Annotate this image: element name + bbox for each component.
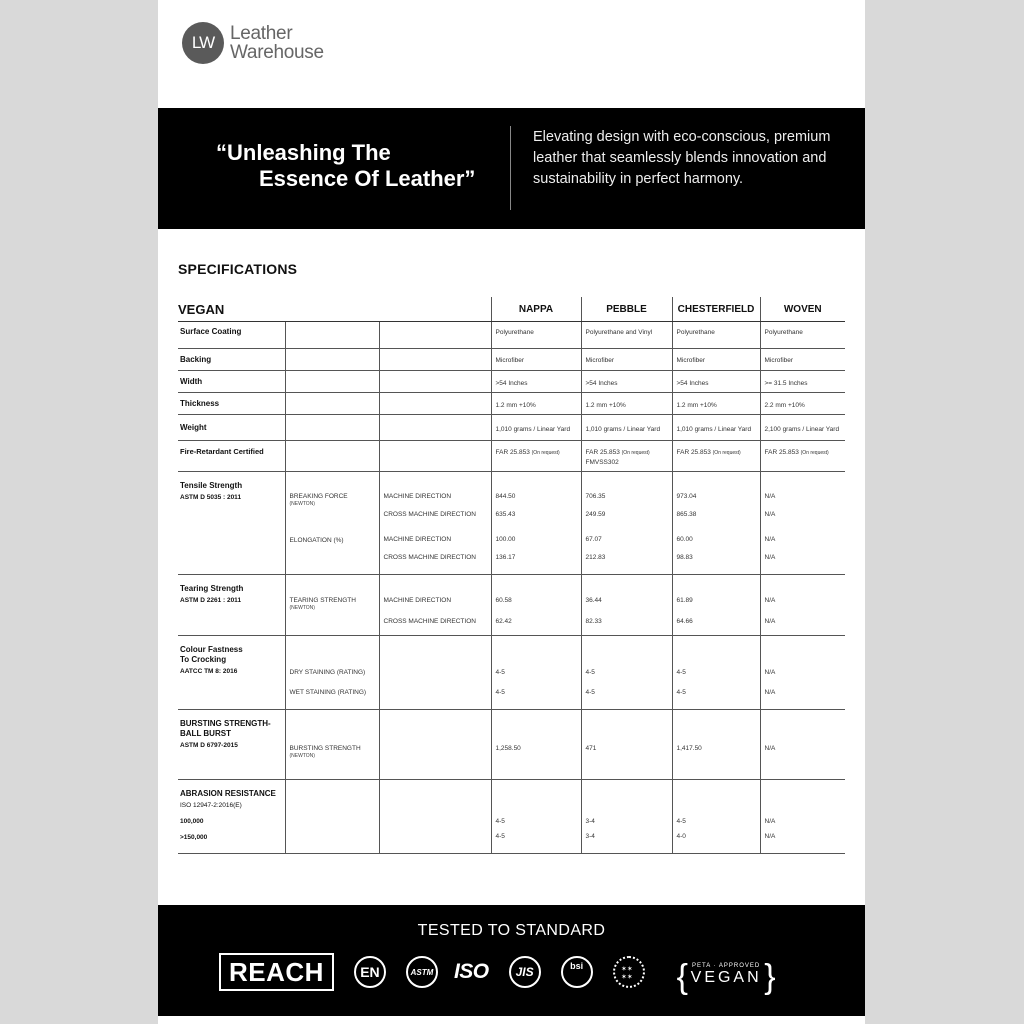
- direction-label: CROSS MACHINE DIRECTION: [383, 554, 476, 561]
- table-cell: >54 Inches: [585, 380, 618, 387]
- direction-label: MACHINE DIRECTION: [383, 536, 452, 543]
- table-cell: N/A: [764, 597, 776, 604]
- product-header: WOVEN: [760, 297, 845, 322]
- table-cell: 100.00: [495, 536, 516, 543]
- hero-quote-line2: Essence Of Leather”: [259, 166, 476, 191]
- vegan-label: VEGAN: [690, 969, 762, 986]
- row-label: Tensile Strength: [180, 481, 243, 490]
- table-cell: 4-5: [495, 818, 505, 825]
- table-row: [178, 710, 845, 780]
- table-cell: 4-5: [676, 689, 686, 696]
- table-cell: 36.44: [585, 597, 602, 604]
- table-cell: N/A: [764, 536, 776, 543]
- table-cell: 4-5: [585, 689, 595, 696]
- table-cell: 973.04: [676, 493, 697, 500]
- category-heading: VEGAN: [178, 297, 491, 322]
- row-label: Tearing Strength: [180, 584, 244, 593]
- unit-label: (NEWTON): [289, 501, 315, 507]
- table-cell: FAR 25.853 (On request): [495, 449, 560, 456]
- table-cell: 1.2 mm +10%: [585, 402, 626, 409]
- table-cell: N/A: [764, 689, 776, 696]
- table-header-row: [178, 297, 845, 322]
- table-cell: 1,417.50: [676, 745, 702, 752]
- hero-divider: [510, 126, 511, 210]
- table-cell: 64.66: [676, 618, 693, 625]
- table-row: [178, 415, 845, 441]
- table-cell: 1,010 grams / Linear Yard: [585, 426, 661, 433]
- row-label: Weight: [180, 423, 207, 432]
- specifications-table: [178, 297, 845, 854]
- table-cell: >= 31.5 Inches: [764, 380, 808, 387]
- product-header: PEBBLE: [581, 297, 672, 322]
- table-cell: 249.59: [585, 511, 606, 518]
- spec-sheet-page: [158, 0, 865, 1024]
- table-cell: Polyurethane and Vinyl: [585, 329, 653, 336]
- standards-logos: [219, 952, 776, 996]
- brand-logo: [182, 22, 324, 64]
- hero-banner: [158, 108, 865, 229]
- row-standard: ASTM D 5035 : 2011: [180, 494, 242, 501]
- brand-name-line1: Leather: [230, 23, 293, 44]
- table-cell: Microfiber: [585, 357, 615, 364]
- table-cell: N/A: [764, 745, 776, 752]
- table-cell: N/A: [764, 511, 776, 518]
- table-cell: 865.38: [676, 511, 697, 518]
- sub-label: ELONGATION (%): [289, 537, 344, 544]
- oeko-tex-icon: [613, 956, 645, 988]
- reach-logo: REACH: [219, 953, 334, 991]
- svg-text:✶✶: ✶✶: [620, 973, 633, 981]
- table-cell: N/A: [764, 618, 776, 625]
- table-cell: FAR 25.853 (On request): [764, 449, 829, 456]
- table-cell: 1,258.50: [495, 745, 521, 752]
- row-label: Surface Coating: [180, 327, 242, 336]
- en-logo: EN: [354, 956, 386, 988]
- product-header: CHESTERFIELD: [672, 297, 760, 322]
- astm-logo: ASTM: [406, 956, 438, 988]
- table-cell: 1,010 grams / Linear Yard: [495, 426, 571, 433]
- table-cell: Polyurethane: [495, 329, 534, 336]
- row-label: ABRASION RESISTANCE: [180, 789, 276, 798]
- table-row: [178, 472, 845, 575]
- table-cell: FMVSS302: [585, 459, 619, 466]
- row-standard: ASTM D 2261 : 2011: [180, 597, 242, 604]
- row-label: Colour Fastness: [180, 645, 243, 654]
- iso-logo: ISO: [453, 960, 489, 983]
- table-cell: 60.00: [676, 536, 693, 543]
- row-label: BALL BURST: [180, 729, 231, 738]
- brand-mark: LW: [182, 22, 224, 64]
- table-cell: Microfiber: [676, 357, 706, 364]
- table-row: [178, 575, 845, 636]
- table-cell: 844.50: [495, 493, 516, 500]
- sub-label: WET STAINING (RATING): [289, 689, 367, 696]
- table-cell: 4-5: [495, 833, 505, 840]
- table-cell: N/A: [764, 833, 776, 840]
- stars-icon: [620, 963, 638, 981]
- direction-label: MACHINE DIRECTION: [383, 597, 452, 604]
- table-cell: 2.2 mm +10%: [764, 402, 805, 409]
- table-cell: N/A: [764, 554, 776, 561]
- sub-label: DRY STAINING (RATING): [289, 669, 366, 676]
- table-cell: FAR 25.853 (On request): [585, 449, 650, 456]
- row-label: Backing: [180, 355, 212, 364]
- table-cell: N/A: [764, 669, 776, 676]
- row-label: Thickness: [180, 399, 220, 408]
- table-cell: >54 Inches: [495, 380, 528, 387]
- table-cell: 4-5: [585, 669, 595, 676]
- table-cell: 82.33: [585, 618, 602, 625]
- direction-label: MACHINE DIRECTION: [383, 493, 452, 500]
- table-row: [178, 393, 845, 415]
- table-cell: Microfiber: [495, 357, 525, 364]
- left-brace-icon: {: [676, 958, 688, 996]
- table-cell: Microfiber: [764, 357, 794, 364]
- table-cell: 4-5: [676, 818, 686, 825]
- direction-label: CROSS MACHINE DIRECTION: [383, 511, 476, 518]
- hero-description: Elevating design with eco-conscious, premium leather that seamlessly blends innovation and sustainability in perfect harmony.: [533, 129, 831, 187]
- table-row: [178, 322, 845, 349]
- table-cell: 4-5: [676, 669, 686, 676]
- table-cell: 136.17: [495, 554, 516, 561]
- sub-label: TEARING STRENGTH: [289, 597, 356, 604]
- table-cell: 1,010 grams / Linear Yard: [676, 426, 752, 433]
- direction-label: CROSS MACHINE DIRECTION: [383, 618, 476, 625]
- row-standard: AATCC TM 8: 2016: [180, 668, 238, 675]
- table-cell: 1.2 mm +10%: [495, 402, 536, 409]
- table-cell: 1.2 mm +10%: [676, 402, 717, 409]
- bsi-kitemark-logo: [561, 956, 593, 988]
- footer-title: TESTED TO STANDARD: [417, 922, 606, 939]
- hero-quote: [216, 140, 475, 192]
- sub-label: BREAKING FORCE: [289, 493, 348, 500]
- svg-text:✶✶: ✶✶: [620, 965, 633, 973]
- table-cell: 61.89: [676, 597, 693, 604]
- table-cell: 60.58: [495, 597, 512, 604]
- hero-quote-line1: “Unleashing The: [216, 140, 391, 165]
- table-cell: N/A: [764, 493, 776, 500]
- table-cell: 98.83: [676, 554, 693, 561]
- table-cell: 4-5: [495, 689, 505, 696]
- table-row: [178, 371, 845, 393]
- row-label: Width: [180, 377, 203, 386]
- peta-vegan-logo: [676, 958, 776, 996]
- jis-logo: JIS: [509, 956, 541, 988]
- row-standard: ASTM D 6797-2015: [180, 742, 238, 749]
- table-row: [178, 441, 845, 472]
- table-cell: 67.07: [585, 536, 602, 543]
- product-header: NAPPA: [491, 297, 581, 322]
- peta-approved-label: PETA · APPROVED: [692, 963, 761, 969]
- brand-name: [230, 24, 324, 62]
- table-cell: 471: [585, 745, 597, 752]
- unit-label: (NEWTON): [289, 753, 315, 759]
- table-cell: 706.35: [585, 493, 606, 500]
- table-cell: Polyurethane: [764, 329, 803, 336]
- right-brace-icon: }: [764, 958, 776, 996]
- table-cell: Polyurethane: [676, 329, 715, 336]
- row-label: Fire-Retardant Certified: [180, 447, 264, 456]
- row-standard: ISO 12947-2:2016(E): [180, 802, 242, 809]
- table-row: [178, 636, 845, 710]
- row-label: To Crocking: [180, 655, 227, 664]
- table-cell: 4-5: [495, 669, 505, 676]
- brand-name-line2: Warehouse: [230, 42, 324, 63]
- table-cell: 3-4: [585, 818, 595, 825]
- table-cell: 212.83: [585, 554, 606, 561]
- table-cell: 4-0: [676, 833, 686, 840]
- table-cell: 635.43: [495, 511, 516, 518]
- sub-label: BURSTING STRENGTH: [289, 745, 361, 752]
- table-cell: 2,100 grams / Linear Yard: [764, 426, 840, 433]
- row-sublabel: >150,000: [180, 834, 208, 841]
- table-cell: >54 Inches: [676, 380, 709, 387]
- specifications-heading: SPECIFICATIONS: [178, 261, 298, 277]
- table-cell: FAR 25.853 (On request): [676, 449, 741, 456]
- table-cell: N/A: [764, 818, 776, 825]
- row-sublabel: 100,000: [180, 818, 204, 825]
- standards-footer: [158, 905, 865, 1016]
- table-cell: 62.42: [495, 618, 512, 625]
- table-row: [178, 780, 845, 854]
- bsi-logo-text: bsi: [570, 961, 584, 971]
- table-row: [178, 349, 845, 371]
- unit-label: (NEWTON): [289, 605, 315, 611]
- table-cell: 3-4: [585, 833, 595, 840]
- row-label: BURSTING STRENGTH-: [180, 719, 271, 728]
